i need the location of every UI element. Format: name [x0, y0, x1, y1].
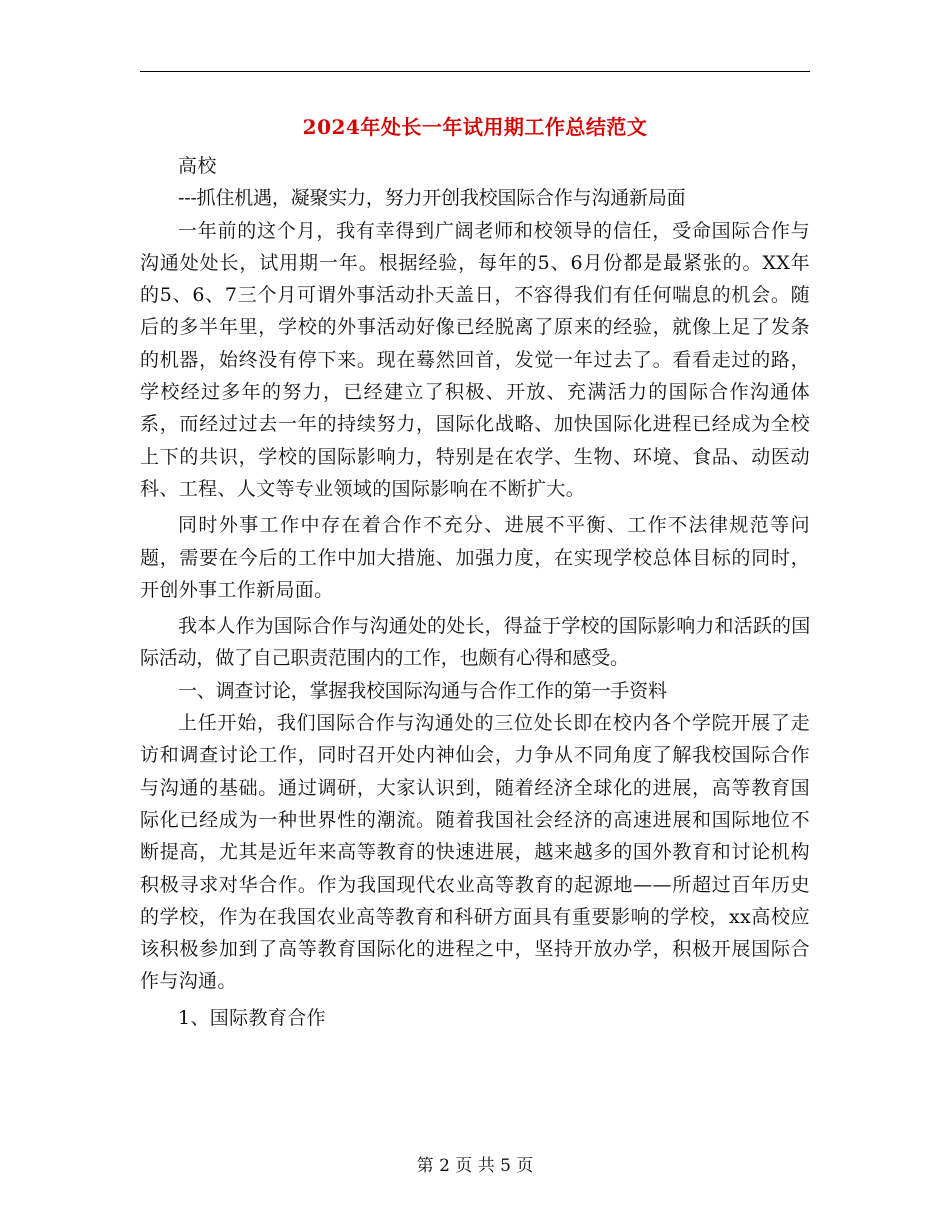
paragraph-intro: 一年前的这个月，我有幸得到广阔老师和校领导的信任，受命国际合作与沟通处处长，试用期一年。根据经验，每年的5、6月份都是最紧张的。XX年的5、6、7三个月可谓外事活动扑天盖日，不容得我们有任何喘息的机会。随后的多半年里，学校的外事活动好像已经脱离了原来的经验，就像上足了发条的机器，始终没有停下来。现在蓦然回首，发觉一年过去了。看看走过的路，学校经过多年的努力，已经建立了积极、开放、充满活力的国际合作沟通体系，而经过过去一年的持续努力，国际化战略、加快国际化进程已经成为全校上下的共识，学校的国际影响力，特别是在农学、生物、环境、食品、动医动科、工程、人文等专业领域的国际影响在不断扩大。	[140, 219, 810, 500]
paragraph-self: 我本人作为国际合作与沟通处的处长，得益于学校的国际影响力和活跃的国际活动，做了自己职责范围内的工作，也颇有心得和感受。	[140, 615, 810, 670]
section-heading-1: 一、调查讨论，掌握我校国际沟通与合作工作的第一手资料	[178, 679, 667, 702]
paragraph-problems: 同时外事工作中存在着合作不充分、进展不平衡、工作不法律规范等问题，需要在今后的工作中加大措施、加强力度，在实现学校总体目标的同时，开创外事工作新局面。	[140, 514, 810, 601]
paragraph-subtitle: 高校	[178, 155, 217, 177]
header-rule	[140, 71, 810, 72]
document-body	[140, 150, 810, 1034]
subsection-heading-1: 1、国际教育合作	[178, 1006, 326, 1029]
paragraph-theme: ---抓住机遇，凝聚实力，努力开创我校国际合作与沟通新局面	[178, 187, 686, 210]
document-title: 2024年处长一年试用期工作总结范文	[302, 115, 648, 139]
page-footer: 第 2 页 共 5 页	[416, 1156, 534, 1176]
paragraph-research: 上任开始，我们国际合作与沟通处的三位处长即在校内各个学院开展了走访和调查讨论工作，同时召开处内神仙会，力争从不同角度了解我校国际合作与沟通的基础。通过调研，大家认识到，随着经济全球化的进展，高等教育国际化已经成为一种世界性的潮流。随着我国社会经济的高速进展和国际地位不断提高，尤其是近年来高等教育的快速进展，越来越多的国外教育和讨论机构积极寻求对华合作。作为我国现代农业高等教育的起源地——所超过百年历史的学校，作为在我国农业高等教育和科研方面具有重要影响的学校，xx高校应该积极参加到了高等教育国际化的进程之中，坚持开放办学，积极开展国际合作与沟通。	[140, 712, 810, 993]
